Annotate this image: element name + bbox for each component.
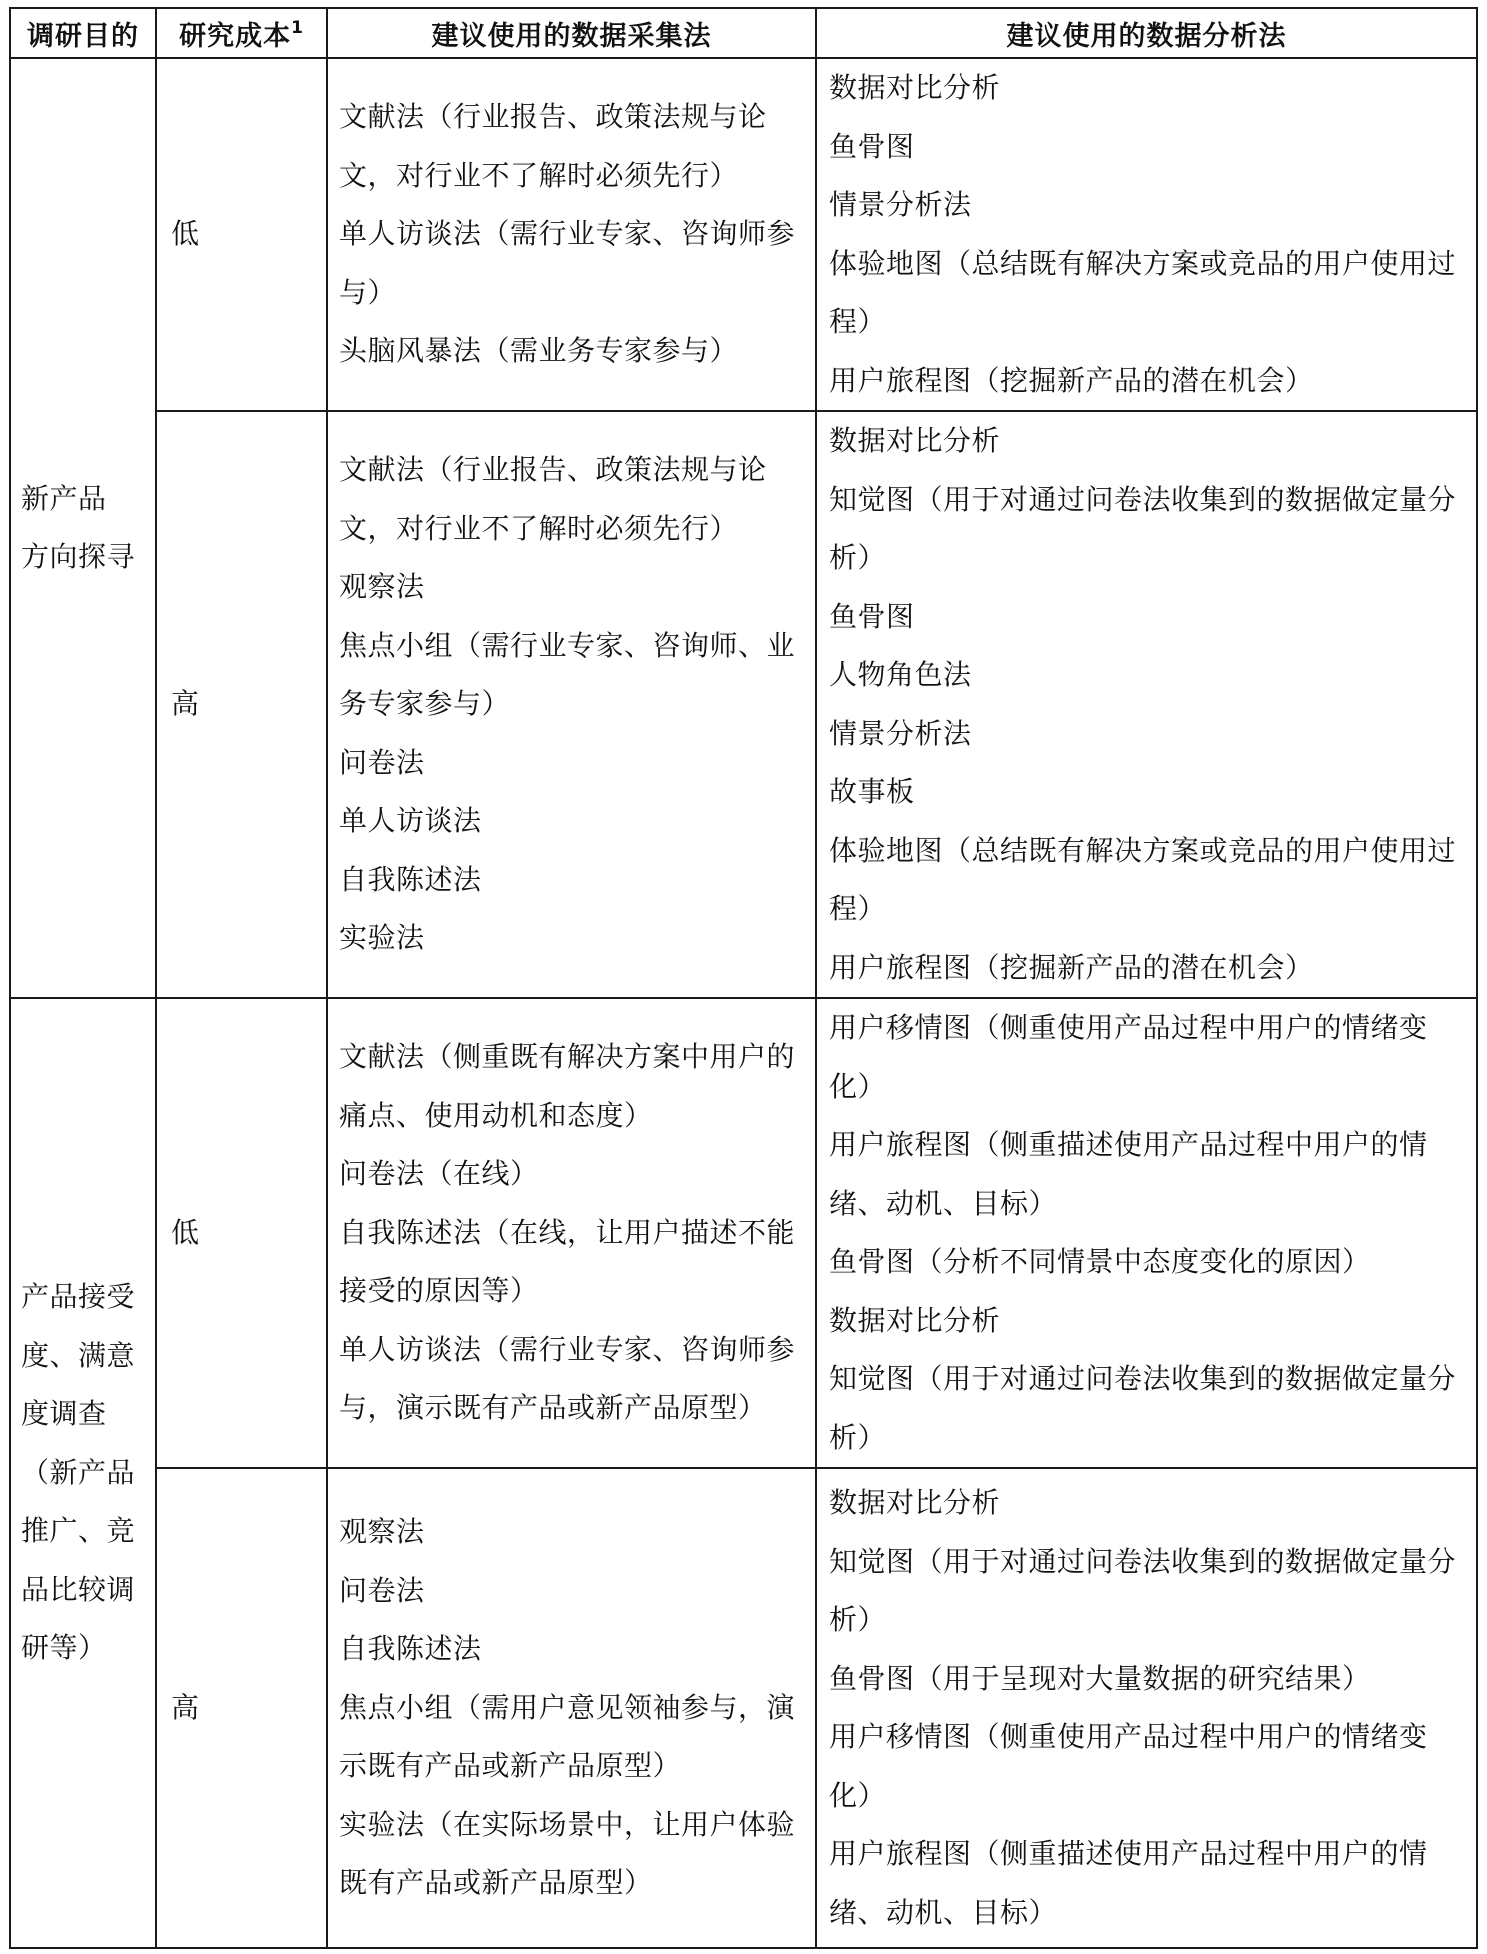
purpose-cell: 产品接受度、满意度调查（新产品推广、竞品比较调研等） — [10, 998, 156, 1948]
header-cost: 研究成本$^1$ — [156, 8, 327, 58]
header-purpose: 调研目的 — [10, 8, 156, 58]
header-collection-method: 建议使用的数据采集法 — [327, 8, 816, 58]
header-analysis-method: 建议使用的数据分析法 — [816, 8, 1477, 58]
cost-cell: 高 — [156, 1468, 327, 1948]
cost-cell: 高 — [156, 411, 327, 998]
table-row — [10, 411, 1477, 998]
footnote-marker: 1 — [291, 17, 304, 38]
analysis-methods-cell: 数据对比分析 鱼骨图 情景分析法 体验地图（总结既有解决方案或竞品的用户使用过程） 用户旅程图（挖掘新产品的潜在机会） — [816, 58, 1477, 411]
cost-cell: 低 — [156, 58, 327, 411]
table-row — [10, 1468, 1477, 1948]
collection-methods-cell: 文献法（行业报告、政策法规与论文，对行业不了解时必须先行） 单人访谈法（需行业专家、咨询师参与） 头脑风暴法（需业务专家参与） — [327, 58, 816, 411]
table-row — [10, 58, 1477, 411]
collection-methods-cell: 文献法（侧重既有解决方案中用户的痛点、使用动机和态度） 问卷法（在线） 自我陈述法（在线，让用户描述不能接受的原因等） 单人访谈法（需行业专家、咨询师参与，演示既有产品或新产品原型） — [327, 998, 816, 1468]
analysis-methods-cell: 数据对比分析 知觉图（用于对通过问卷法收集到的数据做定量分析） 鱼骨图 人物角色法 情景分析法 故事板 体验地图（总结既有解决方案或竞品的用户使用过程） 用户旅程图（挖掘新产品的潜在机会） — [816, 411, 1477, 998]
collection-methods-cell: 观察法 问卷法 自我陈述法 焦点小组（需用户意见领袖参与，演示既有产品或新产品原型） 实验法（在实际场景中，让用户体验既有产品或新产品原型） — [327, 1468, 816, 1948]
collection-methods-cell: 文献法（行业报告、政策法规与论文，对行业不了解时必须先行） 观察法 焦点小组（需行业专家、咨询师、业务专家参与） 问卷法 单人访谈法 自我陈述法 实验法 — [327, 411, 816, 998]
header-row — [10, 8, 1477, 58]
analysis-methods-cell: 数据对比分析 知觉图（用于对通过问卷法收集到的数据做定量分析） 鱼骨图（用于呈现对大量数据的研究结果） 用户移情图（侧重使用产品过程中用户的情绪变化） 用户旅程图（侧重描述使用产品过程中用户的情绪、动机、目标） — [816, 1468, 1477, 1948]
table-row — [10, 998, 1477, 1468]
purpose-cell: 新产品 方向探寻 — [10, 58, 156, 998]
analysis-methods-cell: 用户移情图（侧重使用产品过程中用户的情绪变化） 用户旅程图（侧重描述使用产品过程中用户的情绪、动机、目标） 鱼骨图（分析不同情景中态度变化的原因） 数据对比分析 知觉图（用于对通过问卷法收集到的数据做定量分析） — [816, 998, 1477, 1468]
cost-cell: 低 — [156, 998, 327, 1468]
research-methods-table — [9, 7, 1478, 1949]
